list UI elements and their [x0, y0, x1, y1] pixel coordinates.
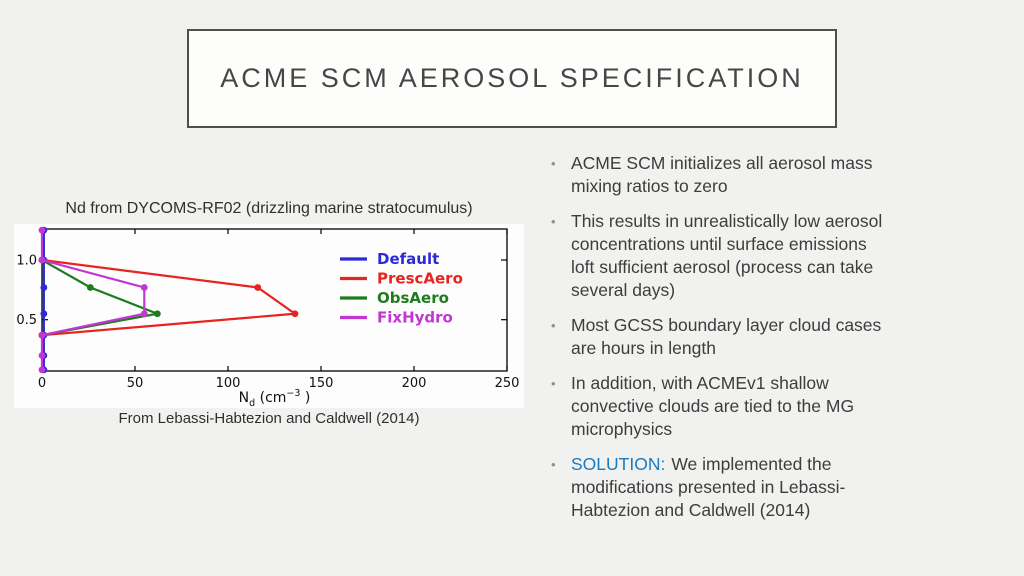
bullet-text: ACME SCM initializes all aerosol mass mixing ratios to zero	[571, 153, 873, 196]
bullet-marker-icon: •	[551, 156, 556, 171]
nd-profile-chart	[14, 224, 524, 408]
bullet-lead: SOLUTION:	[571, 454, 666, 474]
figure-chart	[14, 224, 524, 408]
bullet-item	[551, 453, 1013, 522]
svg-text:150: 150	[308, 376, 334, 391]
svg-text:0.5: 0.5	[16, 313, 37, 329]
bullet-text: This results in unrealistically low aerosol concentrations until surface emissions loft sufficient aerosol (process can take several days)	[571, 211, 883, 300]
bullet-marker-icon: •	[551, 214, 556, 229]
slide-title-box	[187, 29, 837, 128]
bullet-marker-icon: •	[551, 376, 556, 391]
svg-text:PrescAero: PrescAero	[377, 269, 463, 288]
bullet-text: We implemented the modifications presented in Lebassi- Habtezion and Caldwell (2014)	[571, 454, 846, 520]
svg-text:100: 100	[215, 376, 241, 391]
svg-text:Default: Default	[377, 250, 440, 268]
bullet-item	[551, 210, 1013, 302]
svg-text:1.0: 1.0	[16, 253, 37, 269]
svg-text:200: 200	[401, 376, 427, 391]
slide-title: ACME SCM AEROSOL SPECIFICATION	[220, 63, 804, 93]
svg-text:250: 250	[494, 376, 520, 391]
bullet-item	[551, 372, 1013, 441]
svg-text:0: 0	[37, 376, 47, 391]
bullet-list	[551, 152, 1013, 534]
bullet-item	[551, 314, 1013, 360]
bullet-item	[551, 152, 1013, 198]
svg-text:FixHydro: FixHydro	[377, 308, 453, 327]
svg-text:ObsAero: ObsAero	[377, 289, 449, 307]
figure-caption: Nd from DYCOMS-RF02 (drizzling marine stratocumulus)	[65, 200, 473, 217]
svg-text:Nd (cm−3 ): $N_d$ ($cm^{-3}$ )	[238, 388, 311, 408]
figure-attribution: From Lebassi-Habtezion and Caldwell (2014)	[118, 410, 420, 427]
bullet-marker-icon: •	[551, 318, 556, 333]
bullet-text: Most GCSS boundary layer cloud cases are hours in length	[571, 315, 882, 358]
svg-text:50: 50	[126, 376, 144, 391]
bullet-marker-icon: •	[551, 457, 556, 472]
bullet-text: In addition, with ACMEv1 shallow convective clouds are tied to the MG microphysics	[571, 373, 855, 439]
